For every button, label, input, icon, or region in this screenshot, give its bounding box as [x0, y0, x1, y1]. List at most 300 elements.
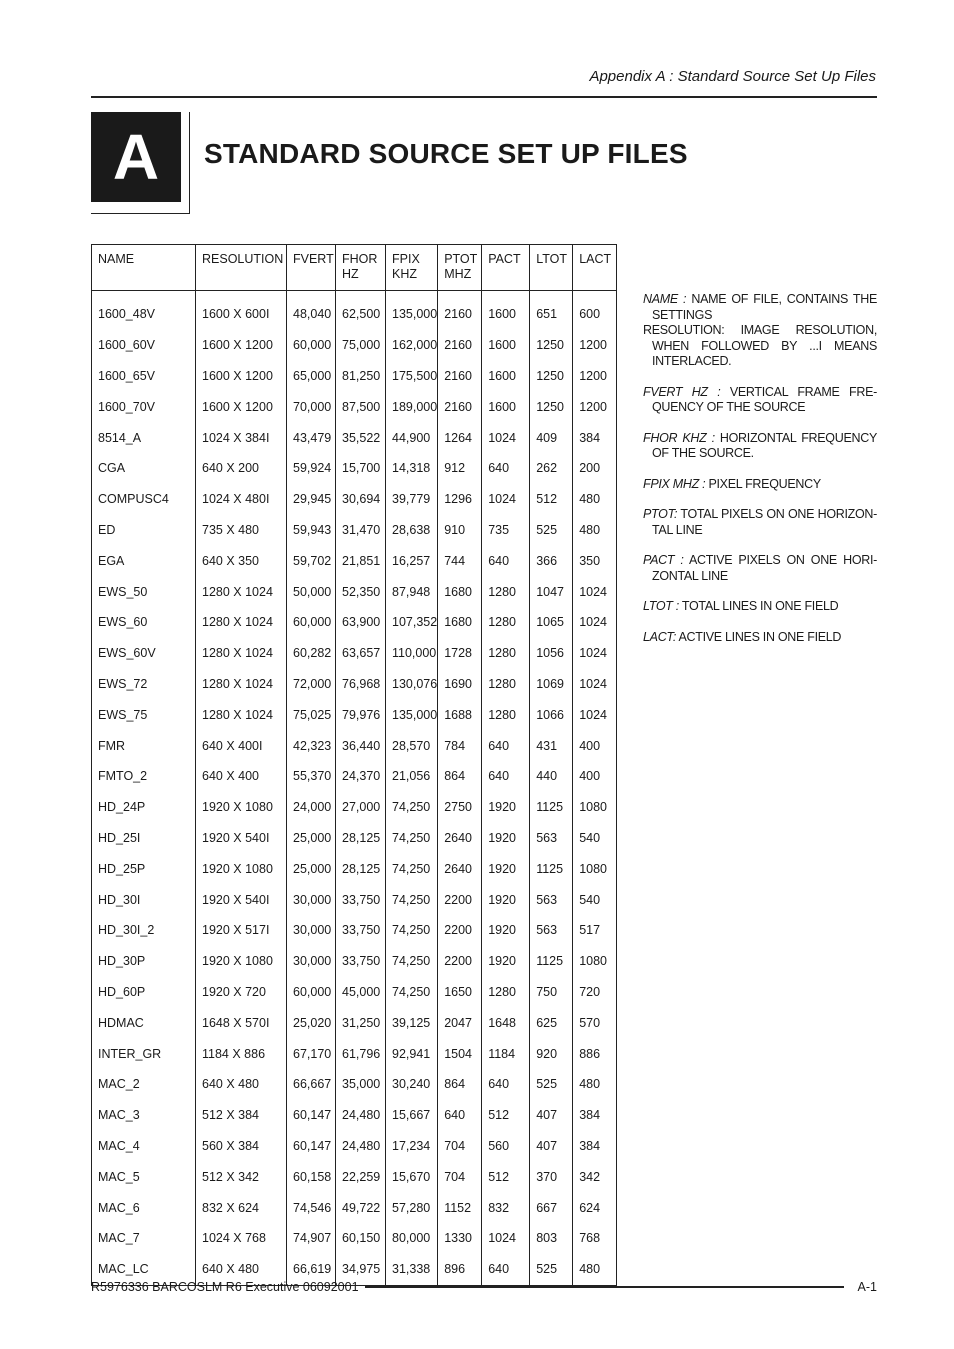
footer-document-id: R5976336 BARCOSLM R6 Executive 06092001: [91, 1280, 359, 1294]
table-cell: 31,338: [386, 1254, 438, 1285]
table-cell: COMPUSC4: [92, 484, 196, 515]
table-cell: 36,440: [336, 730, 386, 761]
table-cell: 1024: [482, 484, 530, 515]
table-cell: 2200: [438, 915, 482, 946]
table-cell: 1920: [482, 946, 530, 977]
table-cell: MAC_5: [92, 1161, 196, 1192]
table-cell: 16,257: [386, 545, 438, 576]
table-cell: 512: [482, 1100, 530, 1131]
table-cell: 15,670: [386, 1161, 438, 1192]
table-cell: MAC_LC: [92, 1254, 196, 1285]
table-cell: 640 X 480: [196, 1254, 287, 1285]
table-row: [92, 1223, 617, 1254]
table-cell: 35,522: [336, 422, 386, 453]
table-cell: 560 X 384: [196, 1131, 287, 1162]
table-cell: 28,125: [336, 823, 386, 854]
table-cell: 1280 X 1024: [196, 669, 287, 700]
table-cell: 768: [573, 1223, 617, 1254]
table-row: [92, 1100, 617, 1131]
table-cell: 2200: [438, 884, 482, 915]
table-cell: 60,147: [287, 1131, 336, 1162]
table-cell: 640: [482, 545, 530, 576]
table-cell: 27,000: [336, 792, 386, 823]
table-cell: HD_25P: [92, 853, 196, 884]
table-cell: 1920 X 1080: [196, 792, 287, 823]
table-cell: 1330: [438, 1223, 482, 1254]
table-cell: 1920 X 1080: [196, 946, 287, 977]
table-cell: 407: [530, 1100, 573, 1131]
table-cell: 1920 X 1080: [196, 853, 287, 884]
table-cell: 1264: [438, 422, 482, 453]
table-cell: 75,000: [336, 330, 386, 361]
table-cell: 1280: [482, 576, 530, 607]
table-cell: 832 X 624: [196, 1192, 287, 1223]
column-header-label: FHOR: [342, 252, 378, 266]
table-cell: 200: [573, 453, 617, 484]
table-cell: 400: [573, 761, 617, 792]
table-row: [92, 853, 617, 884]
table-cell: 1600: [482, 361, 530, 392]
table-cell: 1200: [573, 361, 617, 392]
table-row: [92, 1161, 617, 1192]
table-cell: 30,000: [287, 946, 336, 977]
table-cell: 560: [482, 1131, 530, 1162]
table-cell: 1600_48V: [92, 291, 196, 330]
legend-text: HORIZONTAL FREQUENCY OF THE SOURCE.: [652, 430, 877, 460]
table-cell: 1069: [530, 669, 573, 700]
table-cell: 864: [438, 761, 482, 792]
table-cell: CGA: [92, 453, 196, 484]
table-cell: 384: [573, 1131, 617, 1162]
table-cell: 525: [530, 515, 573, 546]
table-cell: 59,924: [287, 453, 336, 484]
table-cell: 886: [573, 1038, 617, 1069]
table-cell: 1688: [438, 699, 482, 730]
page-footer: [91, 1280, 877, 1294]
table-cell: 640: [482, 1069, 530, 1100]
table-cell: 1296: [438, 484, 482, 515]
table-cell: 42,323: [287, 730, 336, 761]
table-cell: 640 X 400: [196, 761, 287, 792]
column-header-label: FVERT: [293, 252, 334, 266]
table-cell: 65,000: [287, 361, 336, 392]
table-cell: 61,796: [336, 1038, 386, 1069]
table-cell: 28,638: [386, 515, 438, 546]
legend-entry: [643, 553, 877, 584]
footer-rule: [365, 1286, 844, 1288]
table-cell: 640 X 350: [196, 545, 287, 576]
table-cell: 1024 X 480I: [196, 484, 287, 515]
table-cell: EWS_75: [92, 699, 196, 730]
table-cell: 81,250: [336, 361, 386, 392]
table-cell: 1024: [573, 576, 617, 607]
table-cell: 1280: [482, 699, 530, 730]
legend-entry: [643, 323, 877, 370]
table-cell: 1650: [438, 977, 482, 1008]
table-cell: 43,479: [287, 422, 336, 453]
legend-entry: [643, 507, 877, 538]
header-divider: [91, 96, 877, 98]
table-row: [92, 330, 617, 361]
table-cell: 135,000: [386, 699, 438, 730]
table-row: [92, 361, 617, 392]
table-cell: 1125: [530, 853, 573, 884]
table-cell: 1920 X 517I: [196, 915, 287, 946]
table-cell: 17,234: [386, 1131, 438, 1162]
table-cell: 720: [573, 977, 617, 1008]
table-cell: 87,500: [336, 391, 386, 422]
table-cell: 107,352: [386, 607, 438, 638]
table-cell: 87,948: [386, 576, 438, 607]
table-cell: 704: [438, 1131, 482, 1162]
table-cell: 480: [573, 484, 617, 515]
legend-entry: [643, 477, 877, 493]
table-cell: 1280: [482, 669, 530, 700]
table-cell: 512: [530, 484, 573, 515]
table-cell: 570: [573, 1007, 617, 1038]
table-cell: 370: [530, 1161, 573, 1192]
table-cell: 600: [573, 291, 617, 330]
table-cell: 563: [530, 884, 573, 915]
table-cell: 33,750: [336, 946, 386, 977]
table-row: [92, 884, 617, 915]
table-cell: 409: [530, 422, 573, 453]
table-cell: 735: [482, 515, 530, 546]
table-cell: 189,000: [386, 391, 438, 422]
table-cell: 640: [482, 1254, 530, 1285]
table-row: [92, 946, 617, 977]
table-cell: 29,945: [287, 484, 336, 515]
table-cell: 744: [438, 545, 482, 576]
table-cell: 1680: [438, 576, 482, 607]
table-cell: 44,900: [386, 422, 438, 453]
table-cell: 1065: [530, 607, 573, 638]
column-header-label: NAME: [98, 252, 135, 266]
table-cell: EWS_60V: [92, 638, 196, 669]
table-cell: 24,480: [336, 1100, 386, 1131]
table-cell: 30,694: [336, 484, 386, 515]
table-cell: 651: [530, 291, 573, 330]
table-cell: 1024: [573, 638, 617, 669]
table-cell: 1280: [482, 977, 530, 1008]
table-cell: 72,000: [287, 669, 336, 700]
table-row: [92, 669, 617, 700]
table-cell: 14,318: [386, 453, 438, 484]
table-cell: 1024 X 768: [196, 1223, 287, 1254]
table-cell: 67,170: [287, 1038, 336, 1069]
table-cell: 1600: [482, 330, 530, 361]
legend-text: TOTAL LINES IN ONE FIELD: [678, 599, 839, 613]
table-cell: 21,056: [386, 761, 438, 792]
table-row: [92, 915, 617, 946]
table-cell: 75,025: [287, 699, 336, 730]
table-cell: 35,000: [336, 1069, 386, 1100]
table-cell: 74,907: [287, 1223, 336, 1254]
column-header: [336, 245, 386, 291]
table-cell: 60,150: [336, 1223, 386, 1254]
table-row: [92, 607, 617, 638]
legend-text: VERTICAL FRAME FRE- QUENCY OF THE SOURCE: [652, 384, 877, 414]
column-header: [287, 245, 336, 291]
table-cell: 135,000: [386, 291, 438, 330]
table-cell: 750: [530, 977, 573, 1008]
table-cell: 25,000: [287, 823, 336, 854]
column-header-unit: MHZ: [444, 267, 472, 281]
table-cell: 62,500: [336, 291, 386, 330]
table-cell: FMTO_2: [92, 761, 196, 792]
table-cell: 735 X 480: [196, 515, 287, 546]
table-row: [92, 638, 617, 669]
table-cell: 525: [530, 1069, 573, 1100]
table-cell: 1920: [482, 915, 530, 946]
chapter-badge-vertical-rule: [189, 112, 190, 214]
column-header: [573, 245, 617, 291]
table-cell: 60,147: [287, 1100, 336, 1131]
table-cell: 784: [438, 730, 482, 761]
table-cell: 1280 X 1024: [196, 607, 287, 638]
table-cell: 66,667: [287, 1069, 336, 1100]
legend-text: PIXEL FREQUENCY: [705, 476, 821, 491]
table-cell: 624: [573, 1192, 617, 1223]
table-cell: 400: [573, 730, 617, 761]
table-cell: 2160: [438, 330, 482, 361]
legend-key: LTOT :: [643, 599, 679, 613]
table-cell: 1024 X 384I: [196, 422, 287, 453]
legend-text: ACTIVE PIXELS ON ONE HORI- ZONTAL LINE: [652, 553, 878, 583]
column-header-label: LACT: [579, 252, 612, 266]
table-cell: 1024: [573, 669, 617, 700]
table-cell: MAC_2: [92, 1069, 196, 1100]
legend-entry: [643, 385, 877, 416]
chapter-letter-badge: A: [91, 112, 181, 202]
table-cell: MAC_6: [92, 1192, 196, 1223]
table-cell: 1047: [530, 576, 573, 607]
column-header: [530, 245, 573, 291]
table-cell: 1024: [482, 422, 530, 453]
table-cell: 48,040: [287, 291, 336, 330]
legend-entry: [643, 630, 877, 646]
column-header-label: PACT: [488, 252, 521, 266]
table-cell: 1184: [482, 1038, 530, 1069]
legend-entry: [643, 292, 877, 323]
legend-entry: [643, 599, 877, 615]
table-cell: 57,280: [386, 1192, 438, 1223]
table-cell: INTER_GR: [92, 1038, 196, 1069]
table-cell: 60,000: [287, 330, 336, 361]
table-cell: 1600_60V: [92, 330, 196, 361]
table-cell: HD_30P: [92, 946, 196, 977]
table-cell: 8514_A: [92, 422, 196, 453]
table-cell: 1728: [438, 638, 482, 669]
table-row: [92, 1131, 617, 1162]
table-cell: 28,125: [336, 853, 386, 884]
table-cell: 262: [530, 453, 573, 484]
table-row: [92, 761, 617, 792]
table-cell: 60,000: [287, 607, 336, 638]
table-cell: 74,250: [386, 946, 438, 977]
table-row: [92, 823, 617, 854]
table-cell: 384: [573, 422, 617, 453]
table-cell: 63,900: [336, 607, 386, 638]
table-cell: 440: [530, 761, 573, 792]
legend-key: PACT :: [643, 553, 684, 567]
table-cell: 1024: [482, 1223, 530, 1254]
column-header: [92, 245, 196, 291]
column-header-unit: HZ: [342, 267, 359, 281]
table-cell: 25,000: [287, 853, 336, 884]
table-row: [92, 576, 617, 607]
table-row: [92, 545, 617, 576]
table-cell: 1920 X 540I: [196, 884, 287, 915]
table-cell: 1648: [482, 1007, 530, 1038]
table-cell: 512 X 384: [196, 1100, 287, 1131]
table-cell: 74,250: [386, 853, 438, 884]
table-cell: 2640: [438, 853, 482, 884]
table-cell: 110,000: [386, 638, 438, 669]
table-cell: 1250: [530, 361, 573, 392]
table-cell: 384: [573, 1100, 617, 1131]
table-cell: 640: [482, 730, 530, 761]
table-cell: 22,259: [336, 1161, 386, 1192]
table-row: [92, 291, 617, 330]
table-cell: 2640: [438, 823, 482, 854]
table-cell: 1200: [573, 391, 617, 422]
table-cell: HDMAC: [92, 1007, 196, 1038]
table-body: [92, 291, 617, 1286]
table-cell: 74,250: [386, 977, 438, 1008]
table-row: [92, 422, 617, 453]
table-cell: 33,750: [336, 915, 386, 946]
table-cell: 1200: [573, 330, 617, 361]
table-cell: 31,470: [336, 515, 386, 546]
table-row: [92, 453, 617, 484]
table-cell: 1690: [438, 669, 482, 700]
table-cell: 59,702: [287, 545, 336, 576]
table-cell: 74,250: [386, 823, 438, 854]
table-cell: 52,350: [336, 576, 386, 607]
table-row: [92, 1007, 617, 1038]
table-cell: 1024: [573, 607, 617, 638]
table-cell: EWS_72: [92, 669, 196, 700]
table-cell: 350: [573, 545, 617, 576]
legend-key: FVERT HZ :: [643, 384, 721, 399]
column-legend: [643, 292, 877, 660]
table-cell: 25,020: [287, 1007, 336, 1038]
table-cell: MAC_7: [92, 1223, 196, 1254]
table-cell: 49,722: [336, 1192, 386, 1223]
table-cell: 1056: [530, 638, 573, 669]
legend-text: TOTAL PIXELS ON ONE HORIZON- TAL LINE: [652, 507, 877, 537]
table-cell: 1080: [573, 792, 617, 823]
table-cell: 55,370: [287, 761, 336, 792]
legend-key: FHOR KHZ :: [643, 430, 715, 445]
table-cell: 1080: [573, 853, 617, 884]
table-cell: 540: [573, 823, 617, 854]
table-cell: 1600_65V: [92, 361, 196, 392]
table-cell: 640 X 200: [196, 453, 287, 484]
table-cell: 1600 X 1200: [196, 361, 287, 392]
column-header: [196, 245, 287, 291]
table-row: [92, 484, 617, 515]
table-cell: 63,657: [336, 638, 386, 669]
table-cell: 640 X 400I: [196, 730, 287, 761]
table-cell: 130,076: [386, 669, 438, 700]
table-cell: 74,250: [386, 915, 438, 946]
table-cell: 1250: [530, 330, 573, 361]
table-cell: 2160: [438, 291, 482, 330]
table-cell: 1125: [530, 792, 573, 823]
table-cell: EWS_60: [92, 607, 196, 638]
table-row: [92, 1069, 617, 1100]
table-cell: 1920 X 720: [196, 977, 287, 1008]
table-cell: 667: [530, 1192, 573, 1223]
chapter-badge-horizontal-rule: [91, 213, 190, 214]
table-cell: 1280: [482, 607, 530, 638]
legend-text: ACTIVE LINES IN ONE FIELD: [676, 629, 842, 644]
column-header: [438, 245, 482, 291]
table-row: [92, 515, 617, 546]
column-header-label: LTOT: [536, 252, 567, 266]
table-cell: 175,500: [386, 361, 438, 392]
legend-entry: [643, 431, 877, 462]
table-cell: HD_30I_2: [92, 915, 196, 946]
chapter-title: STANDARD SOURCE SET UP FILES: [204, 138, 688, 169]
column-header: [386, 245, 438, 291]
table-cell: 1920: [482, 853, 530, 884]
table-cell: 15,700: [336, 453, 386, 484]
legend-key: PTOT:: [643, 507, 678, 521]
table-cell: 920: [530, 1038, 573, 1069]
legend-text: NAME OF FILE, CONTAINS THE SETTINGS: [652, 292, 878, 322]
table-cell: 910: [438, 515, 482, 546]
table-cell: 30,240: [386, 1069, 438, 1100]
table-cell: 480: [573, 1254, 617, 1285]
table-cell: 30,000: [287, 884, 336, 915]
table-cell: 517: [573, 915, 617, 946]
table-cell: 512: [482, 1161, 530, 1192]
table-cell: 1920: [482, 884, 530, 915]
table-cell: 2200: [438, 946, 482, 977]
table-cell: 1280 X 1024: [196, 699, 287, 730]
table-cell: 34,975: [336, 1254, 386, 1285]
legend-text: RESOLUTION: IMAGE RESOLUTION, WHEN FOLLOWED BY ...I MEANS INTERLACED.: [643, 323, 877, 368]
table-row: [92, 730, 617, 761]
table-cell: MAC_4: [92, 1131, 196, 1162]
table-cell: 50,000: [287, 576, 336, 607]
table-row: [92, 1192, 617, 1223]
table-cell: 24,370: [336, 761, 386, 792]
table-cell: 407: [530, 1131, 573, 1162]
table-cell: 1680: [438, 607, 482, 638]
table-cell: 1600 X 1200: [196, 330, 287, 361]
table-cell: 70,000: [287, 391, 336, 422]
table-cell: 2047: [438, 1007, 482, 1038]
table-cell: 912: [438, 453, 482, 484]
table-cell: 1184 X 886: [196, 1038, 287, 1069]
table-cell: 480: [573, 1069, 617, 1100]
table-cell: 640: [482, 453, 530, 484]
legend-key: FPIX MHZ :: [643, 476, 706, 491]
table-cell: HD_24P: [92, 792, 196, 823]
table-cell: 60,282: [287, 638, 336, 669]
column-header: [482, 245, 530, 291]
table-cell: 28,570: [386, 730, 438, 761]
table-cell: 1600: [482, 391, 530, 422]
column-header-label: FPIX: [392, 252, 420, 266]
table-cell: 31,250: [336, 1007, 386, 1038]
table-cell: 832: [482, 1192, 530, 1223]
table-cell: 92,941: [386, 1038, 438, 1069]
